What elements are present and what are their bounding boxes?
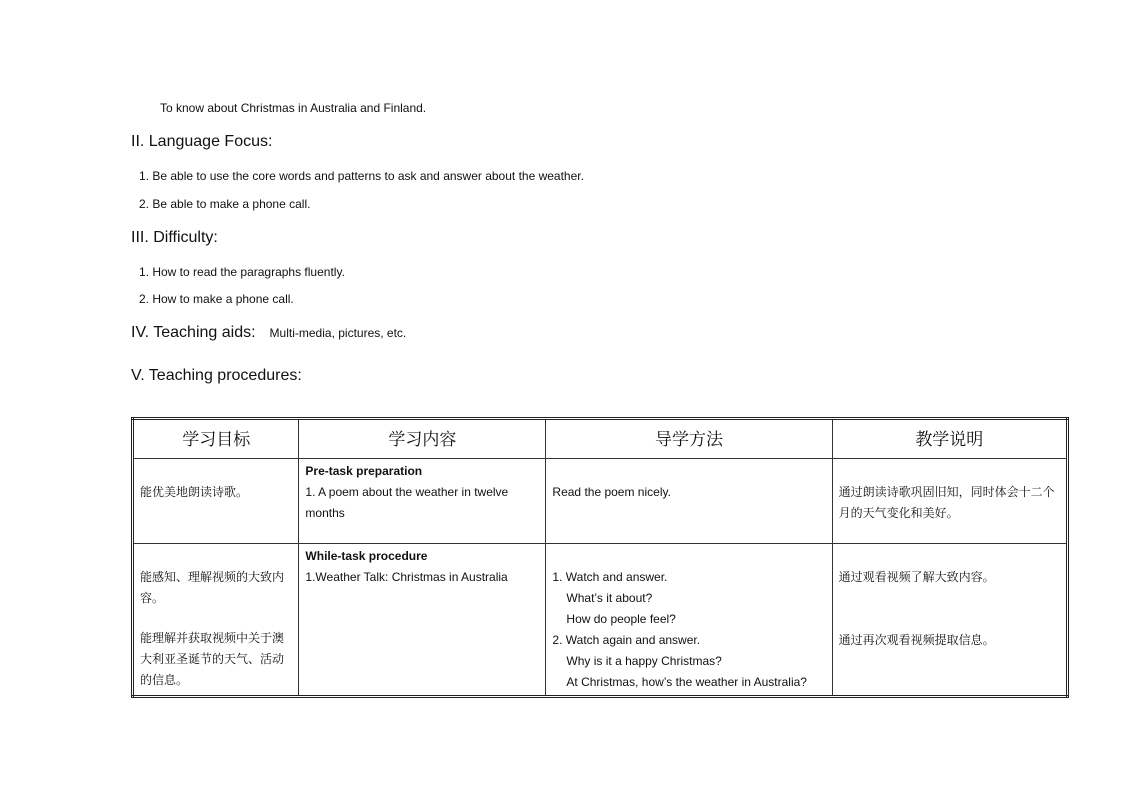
difficulty-item-2: 2. How to make a phone call.	[139, 292, 294, 306]
row1-content-cell	[299, 459, 546, 544]
row2-method-4: 2. Watch again and answer.	[552, 633, 701, 647]
row1-method: Read the poem nicely.	[552, 485, 671, 499]
table-row	[133, 459, 1068, 544]
row2-method-5: Why is it a happy Christmas?	[566, 654, 722, 668]
row1-goal: 能优美地朗读诗歌。	[140, 485, 249, 499]
row2-note-cell	[832, 544, 1067, 697]
row1-goal-cell	[133, 459, 299, 544]
table-row	[133, 544, 1068, 697]
language-focus-item-1: 1. Be able to use the core words and patterns to ask and answer about the weather.	[139, 169, 584, 183]
header-learning-content: 学习内容	[299, 419, 546, 459]
row2-goal-cell	[133, 544, 299, 697]
row2-method-2: What’s it about?	[566, 591, 653, 605]
header-learning-goal: 学习目标	[133, 419, 299, 459]
teaching-aids-heading	[131, 324, 406, 342]
row2-note-2: 通过再次观看视频提取信息。	[838, 633, 995, 647]
objective-line: To know about Christmas in Australia and Finland.	[160, 101, 427, 115]
procedures-heading: V. Teaching procedures:	[131, 367, 302, 384]
difficulty-item-1: 1. How to read the paragraphs fluently.	[139, 265, 345, 279]
row2-content: 1.Weather Talk: Christmas in Australia	[305, 570, 508, 584]
difficulty-heading: III. Difficulty:	[131, 229, 218, 246]
row2-stage: While-task procedure	[305, 549, 428, 563]
row2-goal-1: 能感知、理解视频的大致内容。	[140, 570, 285, 605]
teaching-aids-label: IV. Teaching aids:	[131, 324, 256, 341]
row1-note: 通过朗读诗歌巩固旧知，同时体会十二个月的天气变化和美好。	[838, 485, 1055, 520]
row2-method-3: How do people feel?	[566, 612, 676, 626]
row2-method-cell	[546, 544, 832, 697]
header-teaching-notes: 教学说明	[832, 419, 1067, 459]
table-header-row	[133, 419, 1068, 459]
language-focus-heading: II. Language Focus:	[131, 133, 273, 150]
header-guidance-method: 导学方法	[546, 419, 832, 459]
language-focus-item-2: 2. Be able to make a phone call.	[139, 197, 311, 211]
row1-content: 1. A poem about the weather in twelve months	[305, 485, 509, 520]
row2-method-6: At Christmas, how’s the weather in Australia?	[566, 675, 807, 689]
row2-method-1: 1. Watch and answer.	[552, 570, 668, 584]
row1-note-cell	[832, 459, 1067, 544]
row1-stage: Pre-task preparation	[305, 464, 423, 478]
row2-note-1: 通过观看视频了解大致内容。	[838, 570, 995, 584]
row2-content-cell	[299, 544, 546, 697]
procedures-table	[131, 417, 1069, 698]
row1-method-cell	[546, 459, 832, 544]
teaching-aids-value: Multi-media, pictures, etc.	[269, 326, 407, 340]
row2-goal-2: 能理解并获取视频中关于澳大利亚圣诞节的天气、活动的信息。	[140, 631, 285, 687]
